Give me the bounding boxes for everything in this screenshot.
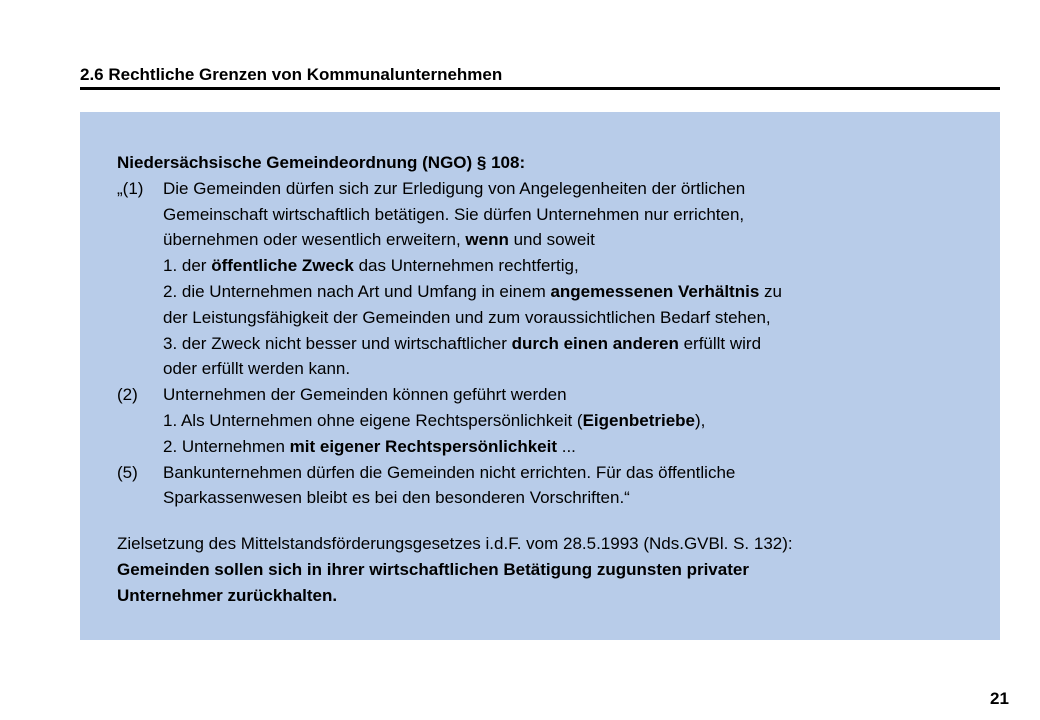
quote-text bbox=[117, 150, 977, 609]
title-underline bbox=[80, 87, 1000, 90]
text-line: der Leistungsfähigkeit der Gemeinden und zum voraussichtlichen Bedarf stehen, bbox=[163, 307, 771, 327]
text-span: erfüllt wird bbox=[678, 333, 762, 353]
text-span: 3. der Zweck nicht besser und wirtschaftlicher bbox=[163, 333, 512, 353]
text-span: 1. der bbox=[163, 256, 212, 276]
text-span: ... bbox=[557, 436, 576, 456]
text-span: zu bbox=[759, 281, 782, 301]
emphasis: durch einen anderen bbox=[511, 333, 679, 353]
section-number: „(1) bbox=[117, 178, 144, 198]
text-span: und soweit bbox=[508, 230, 595, 250]
text-span: das Unternehmen rechtfertig, bbox=[353, 256, 579, 276]
text-span: 2. Unternehmen bbox=[163, 436, 290, 456]
list-item bbox=[163, 408, 977, 434]
emphasis: wenn bbox=[465, 230, 509, 250]
emphasis: mit eigener Rechtspersönlichkeit bbox=[289, 436, 558, 456]
goal-statement: Zielsetzung des Mittelstandsförderungsgesetzes i.d.F. vom 28.5.1993 (Nds.GVBl. S. 132): bbox=[117, 534, 793, 554]
law-section-5 bbox=[117, 460, 977, 512]
emphasis: öffentliche Zweck bbox=[211, 256, 354, 276]
emphasis: angemessenen Verhältnis bbox=[550, 281, 760, 301]
text-line: Gemeinschaft wirtschaftlich betätigen. Sie dürfen Unternehmen nur errichten, bbox=[163, 204, 745, 224]
section-body bbox=[163, 382, 977, 459]
text-line: Bankunternehmen dürfen die Gemeinden nicht errichten. Für das öffentliche bbox=[163, 462, 736, 482]
text-line: oder erfüllt werden kann. bbox=[163, 359, 351, 379]
law-section-1 bbox=[117, 176, 977, 382]
goal-emphasis-line: Gemeinden sollen sich in ihrer wirtschaftlichen Betätigung zugunsten privater bbox=[117, 559, 749, 579]
page-title: 2.6 Rechtliche Grenzen von Kommunalunternehmen bbox=[80, 65, 503, 84]
text-span: übernehmen oder wesentlich erweitern, bbox=[163, 230, 466, 250]
goal-emphasis-line: Unternehmer zurückhalten. bbox=[117, 585, 338, 605]
text-span: 1. Als Unternehmen ohne eigene Rechtspersönlichkeit ( bbox=[163, 410, 583, 430]
text-line: Unternehmen der Gemeinden können geführt werden bbox=[163, 385, 567, 405]
list-item bbox=[163, 279, 977, 305]
page-number: 21 bbox=[990, 689, 1009, 708]
text-line bbox=[163, 227, 977, 253]
law-section-2 bbox=[117, 382, 977, 459]
paragraph-gap bbox=[117, 511, 977, 531]
text-span: 2. die Unternehmen nach Art und Umfang in einem bbox=[163, 281, 551, 301]
list-item bbox=[163, 434, 977, 460]
section-number: (2) bbox=[117, 385, 138, 405]
text-span: ), bbox=[695, 410, 706, 430]
list-item bbox=[163, 253, 977, 279]
section-number: (5) bbox=[117, 462, 138, 482]
list-item bbox=[163, 331, 977, 357]
law-heading: Niedersächsische Gemeindeordnung (NGO) § 108: bbox=[117, 153, 526, 172]
section-body bbox=[163, 460, 977, 512]
section-body bbox=[163, 176, 977, 382]
text-line: Die Gemeinden dürfen sich zur Erledigung von Angelegenheiten der örtlichen bbox=[163, 178, 746, 198]
emphasis: Eigenbetriebe bbox=[582, 410, 696, 430]
text-line: Sparkassenwesen bleibt es bei den besonderen Vorschriften.“ bbox=[163, 488, 630, 508]
